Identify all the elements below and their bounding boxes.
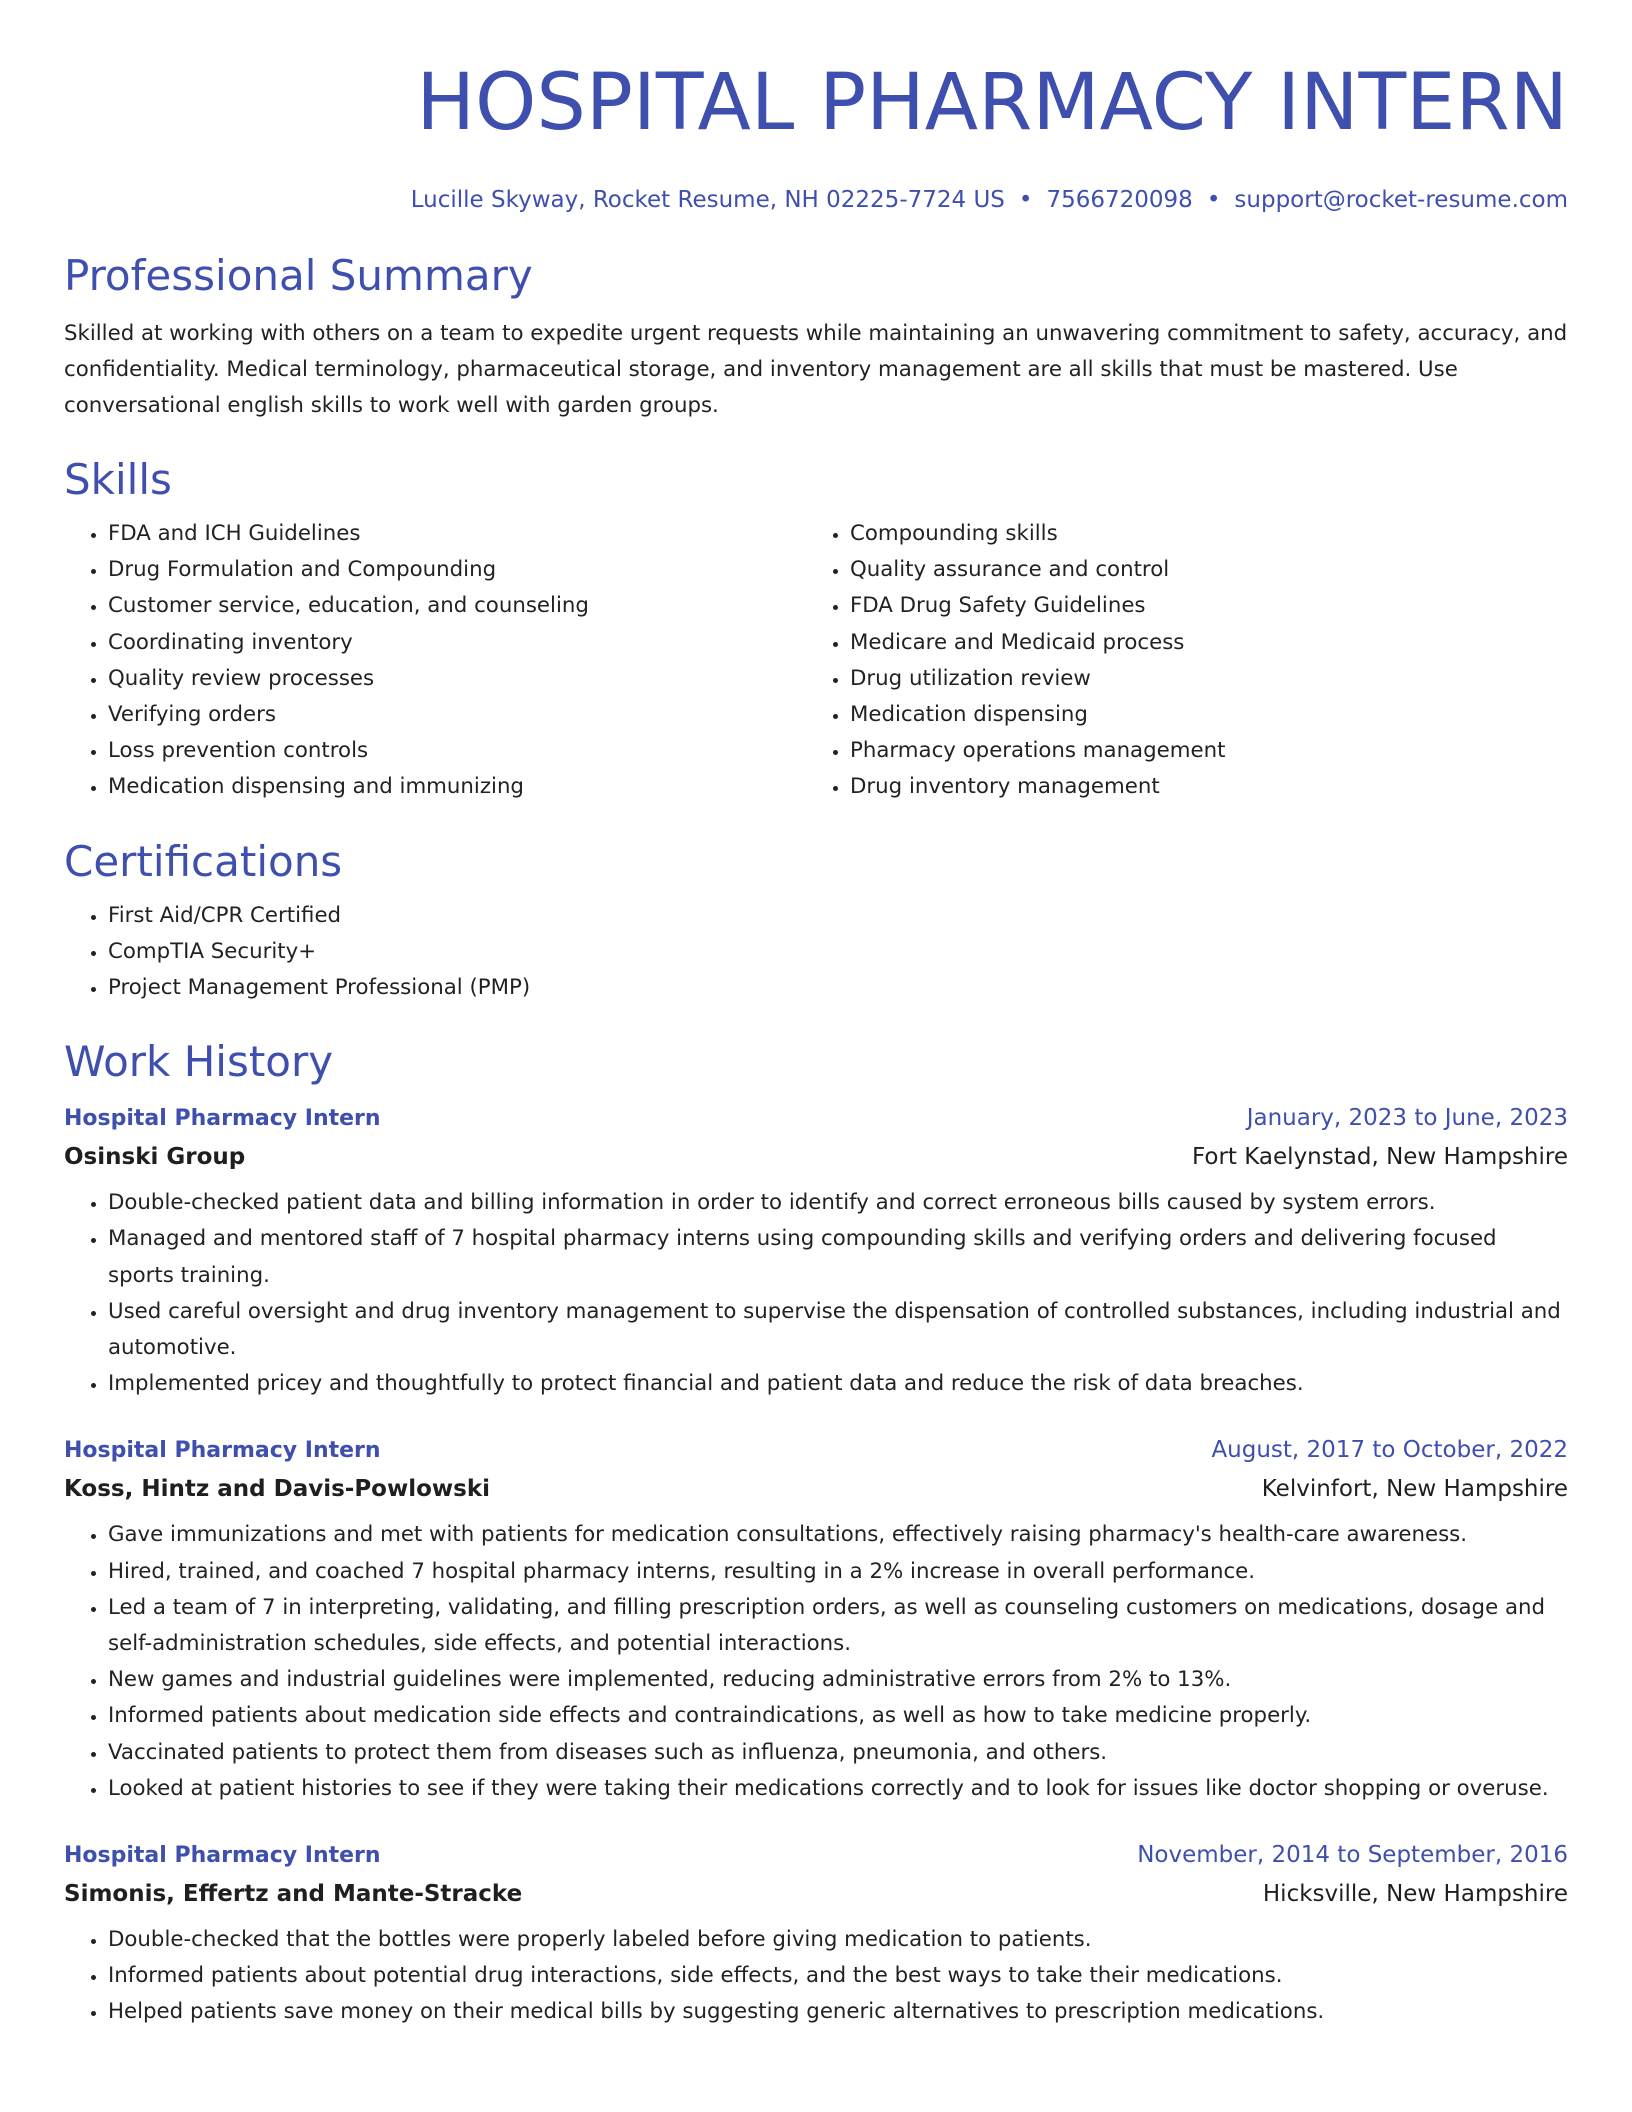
job-title: Hospital Pharmacy Intern (64, 1438, 381, 1464)
certifications-list (64, 898, 1568, 1007)
skills-grid (64, 516, 1568, 806)
skill-item: • Medication dispensing and immunizing (108, 769, 806, 805)
job-entry (64, 1432, 1568, 1807)
skills-list-right (806, 516, 1548, 806)
job-dates: November, 2014 to September, 2016 (1137, 1842, 1568, 1869)
job-entry (64, 1100, 1568, 1402)
job-location: Hicksville, New Hampshire (1262, 1881, 1568, 1908)
job-bullet: • Informed patients about medication side effects and contraindications, as well as how to take medicine properly. (108, 1698, 1568, 1734)
skill-item: • Drug Formulation and Compounding (108, 552, 806, 588)
job-bullet: • Implemented pricey and thoughtfully to protect financial and patient data and reduce the risk of data breaches. (108, 1366, 1568, 1402)
skill-item: • Quality review processes (108, 661, 806, 697)
job-bullet: • Looked at patient histories to see if they were taking their medications correctly and to look for issues like doctor shopping or overuse. (108, 1771, 1568, 1807)
job-location: Fort Kaelynstad, New Hampshire (1191, 1144, 1568, 1171)
job-bullet: • Informed patients about potential drug interactions, side effects, and the best ways to take their medications. (108, 1958, 1568, 1994)
skill-item: • Drug utilization review (850, 661, 1548, 697)
skill-item: • FDA and ICH Guidelines (108, 516, 806, 552)
skill-item: • Coordinating inventory (108, 625, 806, 661)
job-header (64, 1432, 1568, 1469)
job-bullets (64, 1185, 1568, 1402)
job-bullets (64, 1517, 1568, 1807)
job-bullet: • Managed and mentored staff of 7 hospital pharmacy interns using compounding skills and verifying orders and delivering focused sports training. (108, 1221, 1568, 1293)
skill-item: • Compounding skills (850, 516, 1548, 552)
work-history-heading: Work History (64, 1037, 334, 1087)
skill-item: • Verifying orders (108, 697, 806, 733)
job-bullet: • Vaccinated patients to protect them from diseases such as influenza, pneumonia, and others. (108, 1735, 1568, 1771)
certifications-heading: Certifications (64, 836, 343, 886)
job-company: Osinski Group (64, 1144, 246, 1171)
job-bullet: • Led a team of 7 in interpreting, validating, and filling prescription orders, as well as counseling customers on medications, dosage and self-administration schedules, side effects, and potential interactions. (108, 1590, 1568, 1662)
contact-phone: 7566720098 (1046, 187, 1193, 213)
certification-item: • First Aid/CPR Certified (108, 898, 1568, 934)
job-header (64, 1837, 1568, 1874)
contact-separator: • (1018, 187, 1033, 213)
job-bullet: • Used careful oversight and drug inventory management to supervise the dispensation of controlled substances, including industrial and automotive. (108, 1294, 1568, 1366)
skill-item: • Drug inventory management (850, 769, 1548, 805)
skill-item: • Pharmacy operations management (850, 733, 1548, 769)
job-bullet: • Double-checked that the bottles were properly labeled before giving medication to patients. (108, 1922, 1568, 1958)
certification-item: • CompTIA Security+ (108, 934, 1568, 970)
job-bullet: • Helped patients save money on their medical bills by suggesting generic alternatives to prescription medications. (108, 1994, 1568, 2030)
job-title: Hospital Pharmacy Intern (64, 1106, 381, 1132)
skill-item: • Quality assurance and control (850, 552, 1548, 588)
skill-item: • FDA Drug Safety Guidelines (850, 588, 1548, 624)
job-header (64, 1100, 1568, 1137)
resume-title: HOSPITAL PHARMACY INTERN (416, 58, 1568, 148)
contact-email: support@rocket-resume.com (1234, 187, 1568, 213)
skill-item: • Medication dispensing (850, 697, 1548, 733)
contact-separator: • (1206, 187, 1221, 213)
job-dates: January, 2023 to June, 2023 (1246, 1105, 1568, 1132)
skills-list-left (64, 516, 806, 806)
job-bullet: • Double-checked patient data and billing information in order to identify and correct erroneous bills caused by system errors. (108, 1185, 1568, 1221)
skill-item: • Customer service, education, and counseling (108, 588, 806, 624)
job-employer (64, 1139, 1568, 1175)
resume-page (64, 0, 1568, 2031)
job-company: Koss, Hintz and Davis-Powlowski (64, 1476, 491, 1503)
contact-line (64, 184, 1568, 216)
job-title: Hospital Pharmacy Intern (64, 1843, 381, 1869)
skill-item: • Medicare and Medicaid process (850, 625, 1548, 661)
job-employer (64, 1876, 1568, 1912)
job-dates: August, 2017 to October, 2022 (1211, 1437, 1568, 1464)
job-entry (64, 1837, 1568, 2031)
skills-heading: Skills (64, 455, 172, 504)
summary-heading: Professional Summary (64, 251, 533, 300)
job-bullets (64, 1922, 1568, 2031)
job-location: Kelvinfort, New Hampshire (1261, 1476, 1568, 1503)
skill-item: • Loss prevention controls (108, 733, 806, 769)
job-bullet: • New games and industrial guidelines were implemented, reducing administrative errors from 2% to 13%. (108, 1662, 1568, 1698)
job-company: Simonis, Effertz and Mante-Stracke (64, 1881, 523, 1908)
contact-address: Lucille Skyway, Rocket Resume, NH 02225-7724 US (410, 187, 1005, 213)
job-employer (64, 1471, 1568, 1507)
job-bullet: • Hired, trained, and coached 7 hospital pharmacy interns, resulting in a 2% increase in overall performance. (108, 1554, 1568, 1590)
summary-text: Skilled at working with others on a team to expedite urgent requests while maintaining an unwavering commitment to safety, accuracy, and confidentiality. Medical terminology, pharmaceutical storage, and inventory management are all skills that must be mastered. Use conversational english skills to work well with garden groups. (64, 321, 1568, 418)
job-bullet: • Gave immunizations and met with patients for medication consultations, effectively raising pharmacy's health-care awareness. (108, 1517, 1568, 1553)
certification-item: • Project Management Professional (PMP) (108, 970, 1568, 1006)
